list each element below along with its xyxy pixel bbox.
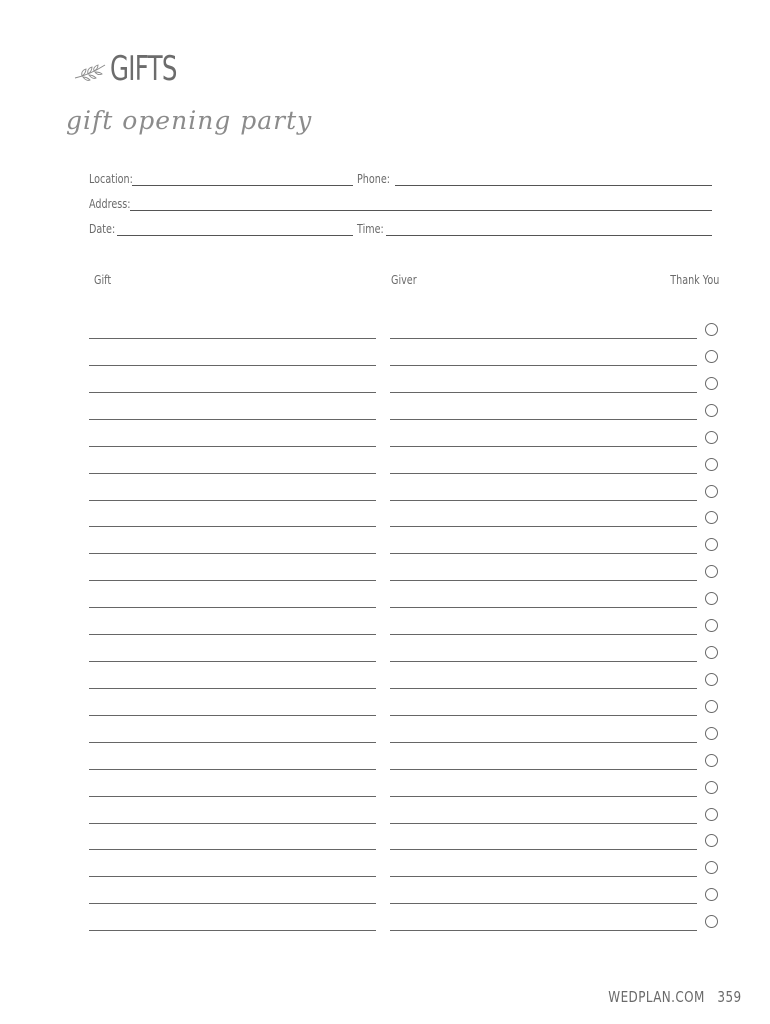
gift-entry-line[interactable] [89, 769, 376, 770]
table-row [0, 446, 770, 447]
footer-site: WEDPLAN.COM [608, 988, 706, 1006]
thank-you-checkbox-icon[interactable] [705, 861, 718, 874]
table-row [0, 634, 770, 635]
table-row [0, 526, 770, 527]
gift-entry-line[interactable] [89, 473, 376, 474]
table-row [0, 742, 770, 743]
thank-you-checkbox-icon[interactable] [705, 619, 718, 632]
giver-entry-line[interactable] [390, 419, 697, 420]
column-header-giver: Giver [391, 273, 417, 287]
thank-you-checkbox-icon[interactable] [705, 834, 718, 847]
giver-entry-line[interactable] [390, 876, 697, 877]
gift-entry-line[interactable] [89, 553, 376, 554]
page-title: GIFTS [110, 49, 177, 89]
gift-entry-line[interactable] [89, 849, 376, 850]
giver-entry-line[interactable] [390, 634, 697, 635]
gift-entry-line[interactable] [89, 500, 376, 501]
giver-entry-line[interactable] [390, 500, 697, 501]
page-footer [609, 988, 742, 1006]
thank-you-checkbox-icon[interactable] [705, 485, 718, 498]
gift-entry-line[interactable] [89, 930, 376, 931]
thank-you-checkbox-icon[interactable] [705, 592, 718, 605]
giver-entry-line[interactable] [390, 473, 697, 474]
address-field[interactable] [130, 210, 712, 211]
table-row [0, 419, 770, 420]
gift-entry-line[interactable] [89, 796, 376, 797]
gift-entry-line[interactable] [89, 580, 376, 581]
table-row [0, 796, 770, 797]
table-row [0, 769, 770, 770]
address-label: Address: [89, 197, 131, 211]
table-row [0, 715, 770, 716]
time-label: Time: [357, 222, 384, 236]
table-row [0, 849, 770, 850]
table-row [0, 661, 770, 662]
footer-page-number: 359 [717, 988, 742, 1006]
gift-entry-line[interactable] [89, 688, 376, 689]
gift-entry-line[interactable] [89, 661, 376, 662]
gift-entry-line[interactable] [89, 365, 376, 366]
thank-you-checkbox-icon[interactable] [705, 808, 718, 821]
giver-entry-line[interactable] [390, 930, 697, 931]
table-row [0, 823, 770, 824]
giver-entry-line[interactable] [390, 580, 697, 581]
table-row [0, 903, 770, 904]
thank-you-checkbox-icon[interactable] [705, 565, 718, 578]
table-row [0, 580, 770, 581]
giver-entry-line[interactable] [390, 715, 697, 716]
table-row [0, 876, 770, 877]
giver-entry-line[interactable] [390, 446, 697, 447]
gift-entry-line[interactable] [89, 392, 376, 393]
thank-you-checkbox-icon[interactable] [705, 646, 718, 659]
column-header-thank-you: Thank You [669, 273, 719, 287]
date-field[interactable] [117, 235, 353, 236]
thank-you-checkbox-icon[interactable] [705, 323, 718, 336]
thank-you-checkbox-icon[interactable] [705, 754, 718, 767]
giver-entry-line[interactable] [390, 796, 697, 797]
date-label: Date: [89, 222, 116, 236]
table-row [0, 500, 770, 501]
thank-you-checkbox-icon[interactable] [705, 458, 718, 471]
giver-entry-line[interactable] [390, 607, 697, 608]
gift-entry-line[interactable] [89, 903, 376, 904]
gift-entry-line[interactable] [89, 607, 376, 608]
column-header-gift: Gift [94, 273, 112, 287]
thank-you-checkbox-icon[interactable] [705, 727, 718, 740]
giver-entry-line[interactable] [390, 849, 697, 850]
gift-entry-line[interactable] [89, 876, 376, 877]
location-label: Location: [89, 172, 133, 186]
phone-field[interactable] [395, 185, 712, 186]
page-subtitle: gift opening party [66, 106, 313, 135]
thank-you-checkbox-icon[interactable] [705, 781, 718, 794]
table-row [0, 688, 770, 689]
giver-entry-line[interactable] [390, 903, 697, 904]
giver-entry-line[interactable] [390, 742, 697, 743]
thank-you-checkbox-icon[interactable] [705, 673, 718, 686]
thank-you-checkbox-icon[interactable] [705, 888, 718, 901]
giver-entry-line[interactable] [390, 392, 697, 393]
gift-entry-line[interactable] [89, 823, 376, 824]
thank-you-checkbox-icon[interactable] [705, 404, 718, 417]
gift-entry-line[interactable] [89, 634, 376, 635]
giver-entry-line[interactable] [390, 661, 697, 662]
table-row [0, 930, 770, 931]
giver-entry-line[interactable] [390, 769, 697, 770]
table-row [0, 473, 770, 474]
phone-label: Phone: [357, 172, 390, 186]
time-field[interactable] [386, 235, 712, 236]
leaf-sprig-icon [72, 60, 108, 88]
location-field[interactable] [132, 185, 353, 186]
gift-entry-line[interactable] [89, 338, 376, 339]
thank-you-checkbox-icon[interactable] [705, 431, 718, 444]
thank-you-checkbox-icon[interactable] [705, 915, 718, 928]
gift-entry-line[interactable] [89, 419, 376, 420]
giver-entry-line[interactable] [390, 526, 697, 527]
gift-entry-line[interactable] [89, 742, 376, 743]
giver-entry-line[interactable] [390, 688, 697, 689]
giver-entry-line[interactable] [390, 823, 697, 824]
table-row [0, 553, 770, 554]
thank-you-checkbox-icon[interactable] [705, 350, 718, 363]
table-row [0, 338, 770, 339]
table-row [0, 365, 770, 366]
thank-you-checkbox-icon[interactable] [705, 377, 718, 390]
thank-you-checkbox-icon[interactable] [705, 700, 718, 713]
giver-entry-line[interactable] [390, 553, 697, 554]
table-row [0, 607, 770, 608]
thank-you-checkbox-icon[interactable] [705, 511, 718, 524]
gift-entry-line[interactable] [89, 526, 376, 527]
giver-entry-line[interactable] [390, 365, 697, 366]
thank-you-checkbox-icon[interactable] [705, 538, 718, 551]
gift-entry-line[interactable] [89, 715, 376, 716]
giver-entry-line[interactable] [390, 338, 697, 339]
table-row [0, 392, 770, 393]
gift-entry-line[interactable] [89, 446, 376, 447]
